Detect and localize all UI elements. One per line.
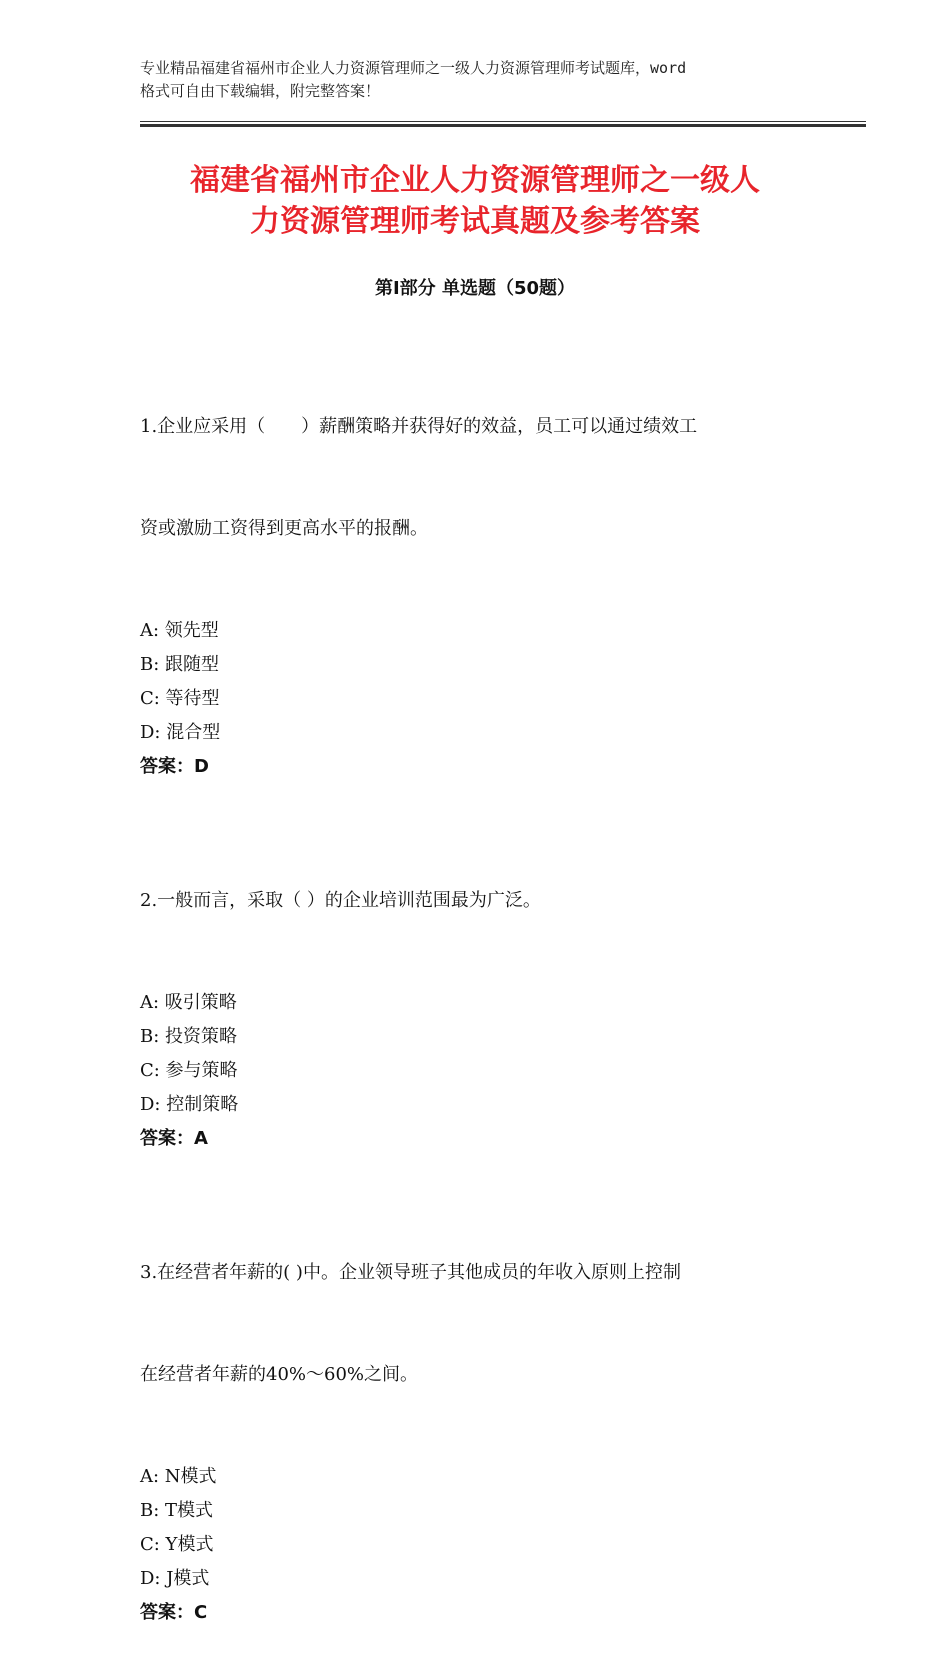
option-c: C: Y模式 [140, 1534, 214, 1555]
option-d: D: 控制策略 [140, 1094, 239, 1115]
option-d: D: 混合型 [140, 722, 221, 743]
question-2 [140, 816, 820, 1156]
option-b: B: 投资策略 [140, 1026, 238, 1047]
question-text-line: 2.一般而言，采取（ ）的企业培训范围最为广泛。 [140, 890, 541, 911]
document-title-line-2: 力资源管理师考试真题及参考答案 [250, 204, 700, 239]
header-note-line-2: 格式可自由下载编辑，附完整答案！ [140, 82, 381, 100]
option-a: A: N模式 [140, 1466, 217, 1487]
option-b: B: 跟随型 [140, 654, 220, 675]
option-c: C: 参与策略 [140, 1060, 238, 1081]
document-title-line-1: 福建省福州市企业人力资源管理师之一级人 [190, 163, 760, 198]
answer-label: 答案：C [140, 1602, 208, 1623]
option-a: A: 领先型 [140, 620, 219, 641]
question-list [140, 342, 820, 1662]
option-a: A: 吸引策略 [140, 992, 237, 1013]
document-title [110, 160, 840, 242]
question-text [140, 342, 820, 614]
section-title: 第Ⅰ部分 单选题（50题） [374, 278, 575, 299]
question-text [140, 1188, 820, 1460]
option-d: D: J模式 [140, 1568, 210, 1589]
header-note [140, 57, 830, 103]
option-b: B: T模式 [140, 1500, 214, 1521]
header-divider-bottom [140, 124, 866, 127]
question-1 [140, 342, 820, 784]
option-c: C: 等待型 [140, 688, 220, 709]
question-text-line: 3.在经营者年薪的( )中。企业领导班子其他成员的年收入原则上控制 [140, 1262, 681, 1283]
answer-label: 答案：D [140, 756, 209, 777]
question-3 [140, 1188, 820, 1630]
answer-label: 答案：A [140, 1128, 208, 1149]
question-text-line: 在经营者年薪的40%～60%之间。 [140, 1364, 419, 1385]
question-text [140, 816, 820, 986]
question-text-line: 资或激励工资得到更高水平的报酬。 [140, 518, 428, 539]
header-divider-top [140, 121, 866, 122]
header-note-line-1: 专业精品福建省福州市企业人力资源管理师之一级人力资源管理师考试题库，word [140, 59, 687, 77]
question-text-line: 1.企业应采用（ ）薪酬策略并获得好的效益，员工可以通过绩效工 [140, 416, 698, 437]
